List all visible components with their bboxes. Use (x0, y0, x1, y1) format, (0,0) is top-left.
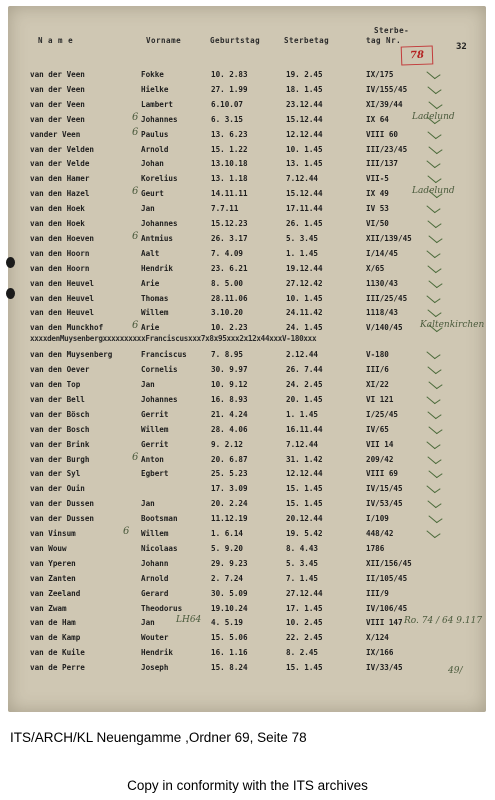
check-mark-icon (426, 527, 440, 538)
death-register-cell: IV/33/45 (366, 663, 403, 673)
death-date-cell: 8. 2.45 (286, 648, 319, 658)
surname-cell: vander Veen (30, 129, 81, 139)
death-register-cell: VII-5 (366, 174, 389, 184)
table-row (8, 292, 486, 305)
birth-date-cell: 13. 6.23 (211, 129, 248, 139)
birth-date-cell: 25. 5.23 (211, 469, 248, 479)
death-register-cell: VI/50 (366, 219, 389, 228)
surname-cell: van de Kuile (30, 648, 85, 658)
death-date-cell: 19.12.44 (286, 263, 323, 273)
page-number: 32 (456, 42, 467, 52)
red-stamp: 78 (401, 45, 434, 65)
check-mark-icon (427, 83, 441, 94)
table-row (8, 438, 486, 451)
first-name-cell: Fokke (141, 70, 164, 79)
death-date-cell: 15. 1.45 (286, 663, 323, 673)
birth-date-cell: 2. 7.24 (211, 573, 244, 583)
first-name-cell: Joseph (141, 663, 169, 673)
death-date-cell: 1. 1.45 (286, 409, 319, 419)
death-register-cell: IV/106/45 (366, 603, 408, 613)
death-date-cell: 20. 1.45 (286, 394, 323, 404)
birth-date-cell: 16. 1.16 (211, 648, 248, 658)
first-name-cell: Willem (141, 529, 169, 538)
table-row (8, 321, 486, 334)
first-name-cell: Gerrit (141, 409, 169, 419)
surname-cell: van der Dussen (30, 499, 95, 509)
birth-date-cell: 15. 1.22 (211, 144, 248, 154)
birth-date-cell: 30. 9.97 (211, 365, 248, 375)
first-name-cell: Hielke (141, 84, 169, 94)
first-name-cell: Gerard (141, 588, 169, 598)
check-mark-icon (426, 247, 440, 258)
death-register-cell: IX 49 (366, 189, 389, 199)
first-name-cell: Wouter (141, 633, 169, 643)
death-date-cell: 16.11.44 (286, 424, 323, 434)
surname-cell: van Wouw (30, 543, 67, 553)
death-register-cell: XII/156/45 (366, 558, 412, 568)
death-register-cell: III/25/45 (366, 293, 408, 303)
death-date-cell: 26. 7.44 (286, 365, 323, 375)
birth-date-cell: 15. 8.24 (211, 663, 248, 673)
check-mark-icon (426, 68, 440, 79)
check-mark-icon (426, 393, 440, 404)
table-row (8, 512, 486, 525)
punch-hole-bottom (6, 288, 15, 299)
death-register-cell: III/9 (366, 588, 389, 598)
birth-date-cell: 30. 5.09 (211, 588, 248, 598)
death-register-cell: II/105/45 (366, 573, 408, 583)
first-name-cell: Arnold (141, 144, 169, 154)
surname-cell: van den Hazel (30, 189, 90, 199)
check-mark-icon (427, 127, 441, 138)
death-date-cell: 12.12.44 (286, 129, 323, 139)
death-date-cell: 24.11.42 (286, 308, 323, 318)
death-date-cell: 15.12.44 (286, 189, 323, 199)
surname-cell: van den Hoek (30, 219, 85, 228)
birth-date-cell: 28.11.06 (211, 293, 248, 303)
pencil-annotation: LH64 (176, 615, 202, 626)
birth-date-cell: 20. 2.24 (211, 499, 248, 509)
birth-date-cell: 16. 8.93 (211, 394, 248, 404)
death-date-cell: 22. 2.45 (286, 633, 323, 643)
death-date-cell: 5. 3.45 (286, 558, 319, 568)
death-date-cell: 23.12.44 (286, 99, 323, 109)
death-register-cell: 1118/43 (366, 308, 399, 318)
table-row (8, 467, 486, 480)
death-date-cell: 10. 1.45 (286, 144, 323, 154)
death-date-cell: 13. 1.45 (286, 159, 323, 169)
surname-cell: van der Brink (30, 439, 90, 449)
header-name: N a m e (38, 36, 74, 45)
table-row (8, 602, 486, 615)
birth-date-cell: 9. 2.12 (211, 439, 244, 449)
birth-date-cell: 3.10.20 (211, 308, 244, 318)
first-name-cell: Antmius (141, 233, 174, 243)
pencil-annotation: 49/ (448, 666, 463, 677)
death-register-cell: XII/139/45 (366, 233, 412, 243)
death-date-cell: 2.12.44 (286, 350, 319, 360)
table-row (8, 98, 486, 111)
table-row (8, 363, 486, 376)
first-name-cell: Korelius (141, 174, 178, 184)
first-name-cell: Jan (141, 499, 155, 509)
first-name-cell: Aalt (141, 248, 160, 258)
check-mark-icon (428, 98, 442, 109)
pencil-mark: 6 (132, 451, 139, 463)
death-register-cell: VIII 147 (366, 618, 403, 628)
death-register-cell: I/109 (366, 514, 389, 524)
first-name-cell: Johann (141, 558, 169, 568)
death-date-cell: 19. 5.42 (286, 529, 323, 538)
surname-cell: van den Hoorn (30, 248, 90, 258)
first-name-cell: Johannes (141, 114, 178, 124)
surname-cell: van der Burgh (30, 454, 90, 464)
death-date-cell: 19. 2.45 (286, 70, 323, 79)
pencil-mark: 6 (123, 526, 130, 537)
surname-cell: van den Heuvel (30, 293, 95, 303)
check-mark-icon (427, 408, 441, 419)
first-name-cell: Egbert (141, 469, 169, 479)
death-register-cell: IX/166 (366, 648, 394, 658)
table-row (8, 232, 486, 245)
death-register-cell: VI 121 (366, 394, 394, 404)
table-row (8, 557, 486, 570)
death-date-cell: 17.11.44 (286, 204, 323, 214)
birth-date-cell: 10. 2.23 (211, 323, 248, 333)
death-register-cell: I/25/45 (366, 409, 399, 419)
surname-cell: van de Perre (30, 663, 85, 673)
surname-cell: van der Bosch (30, 424, 90, 434)
first-name-cell: Jan (141, 380, 155, 389)
death-date-cell: 10. 2.45 (286, 618, 323, 628)
table-row (8, 453, 486, 466)
table-row (8, 408, 486, 421)
surname-cell: van den Munckhof (30, 323, 104, 333)
surname-cell: van Vinsum (30, 529, 76, 538)
surname-cell: van der Veen (30, 114, 85, 124)
surname-cell: van der Veen (30, 99, 85, 109)
birth-date-cell: 23. 6.21 (211, 263, 248, 273)
check-mark-icon (428, 276, 442, 287)
check-mark-icon (426, 437, 440, 448)
death-date-cell: 7. 1.45 (286, 573, 319, 583)
birth-date-cell: 20. 6.87 (211, 454, 248, 464)
table-row (8, 631, 486, 644)
death-register-cell: IV/15/45 (366, 484, 403, 494)
surname-cell: van den Hamer (30, 174, 90, 184)
surname-cell: van der Syl (30, 469, 81, 479)
source-caption: ITS/ARCH/KL Neuengamme ,Ordner 69, Seite 78 (10, 730, 307, 745)
check-mark-icon (428, 467, 442, 478)
pencil-mark: 6 (132, 126, 139, 138)
death-date-cell: 12.12.44 (286, 469, 323, 479)
check-mark-icon (427, 217, 441, 228)
birth-date-cell: 7. 4.09 (211, 248, 244, 258)
table-row (8, 646, 486, 659)
surname-cell: van der Veen (30, 84, 85, 94)
check-mark-icon (428, 512, 442, 523)
first-name-cell: Thomas (141, 293, 169, 303)
surname-cell: van der Bell (30, 394, 85, 404)
first-name-cell: Johan (141, 159, 164, 169)
birth-date-cell: 11.12.19 (211, 514, 248, 524)
birth-date-cell: 4. 5.19 (211, 618, 244, 628)
death-date-cell: 10. 1.45 (286, 293, 323, 303)
check-mark-icon (426, 348, 440, 359)
table-row (8, 247, 486, 260)
birth-date-cell: 19.10.24 (211, 603, 248, 613)
conformity-caption: Copy in conformity with the ITS archives (127, 778, 368, 793)
check-mark-icon (427, 306, 441, 317)
death-register-cell: 1786 (366, 543, 385, 553)
header-ref-line2: tag Nr. (366, 36, 402, 45)
surname-cell: van der Velden (30, 144, 95, 154)
birth-date-cell: 6. 3.15 (211, 114, 244, 124)
check-mark-icon (428, 142, 442, 153)
birth-date-cell: 6.10.07 (211, 99, 244, 109)
table-row (8, 128, 486, 141)
death-date-cell: 26. 1.45 (286, 219, 323, 228)
table-row (8, 202, 486, 215)
first-name-cell: Paulus (141, 129, 169, 139)
death-register-cell: VIII 69 (366, 469, 399, 479)
birth-date-cell: 29. 9.23 (211, 558, 248, 568)
pencil-annotation: Ladelund (412, 186, 455, 197)
birth-date-cell: 28. 4.06 (211, 424, 248, 434)
birth-date-cell: 13. 1.18 (211, 174, 248, 184)
check-mark-icon (426, 482, 440, 493)
death-register-cell: XI/39/44 (366, 99, 403, 109)
birth-date-cell: 1. 6.14 (211, 529, 244, 538)
first-name-cell: Theodorus (141, 603, 183, 613)
birth-date-cell: 27. 1.99 (211, 84, 248, 94)
death-register-cell: IV 53 (366, 204, 389, 214)
first-name-cell: Hendrik (141, 263, 174, 273)
death-register-cell: 448/42 (366, 529, 394, 538)
table-row (8, 143, 486, 156)
first-name-cell: Nicolaas (141, 543, 178, 553)
table-row (8, 157, 486, 170)
table-row (8, 527, 486, 540)
death-register-cell: X/124 (366, 633, 389, 643)
death-register-cell: IV/65 (366, 424, 389, 434)
death-date-cell: 15.12.44 (286, 114, 323, 124)
first-name-cell: Gerrit (141, 439, 169, 449)
death-date-cell: 24. 2.45 (286, 380, 323, 389)
check-mark-icon (426, 157, 440, 168)
check-mark-icon (426, 291, 440, 302)
surname-cell: van der Dussen (30, 514, 95, 524)
first-name-cell: Jan (141, 618, 155, 628)
death-register-cell: III/23/45 (366, 144, 408, 154)
check-mark-icon (427, 363, 441, 374)
birth-date-cell: 7. 8.95 (211, 350, 244, 360)
header-ref-line1: Sterbe- (374, 26, 410, 35)
birth-date-cell: 15.12.23 (211, 219, 248, 228)
table-row (8, 497, 486, 510)
table-row (8, 217, 486, 230)
first-name-cell: Willem (141, 424, 169, 434)
surname-cell: van den Top (30, 380, 81, 389)
first-name-cell: Arnold (141, 573, 169, 583)
first-name-cell: Anton (141, 454, 164, 464)
check-mark-icon (426, 202, 440, 213)
table-row (8, 423, 486, 436)
death-register-cell: V/140/45 (366, 323, 403, 333)
first-name-cell: Johannes (141, 219, 178, 228)
birth-date-cell: 17. 3.09 (211, 484, 248, 494)
death-date-cell: 27.12.42 (286, 278, 323, 288)
first-name-cell: Arie (141, 323, 160, 333)
birth-date-cell: 8. 5.00 (211, 278, 244, 288)
death-date-cell: 18. 1.45 (286, 84, 323, 94)
surname-cell: van der Ouin (30, 484, 85, 494)
archival-document (8, 6, 486, 712)
surname-cell: van den Hoorn (30, 263, 90, 273)
death-date-cell: 1. 1.45 (286, 248, 319, 258)
birth-date-cell: 10. 9.12 (211, 380, 248, 389)
death-date-cell: 5. 3.45 (286, 233, 319, 243)
first-name-cell: Hendrik (141, 648, 174, 658)
birth-date-cell: 15. 5.06 (211, 633, 248, 643)
death-register-cell: V-180 (366, 350, 389, 360)
pencil-mark: 6 (132, 320, 139, 332)
first-name-cell: Cornelis (141, 365, 178, 375)
death-register-cell: III/6 (366, 365, 389, 375)
check-mark-icon (427, 497, 441, 508)
birth-date-cell: 5. 9.20 (211, 543, 244, 553)
surname-cell: van den Muysenberg (30, 350, 113, 360)
first-name-cell: Johannes (141, 394, 178, 404)
first-name-cell: Bootsman (141, 514, 178, 524)
check-mark-icon (428, 423, 442, 434)
struck-through-line: xxxxdenMuysenbergxxxxxxxxxxFranciscusxxx7x8x95xxx2x12x44xxxV-180xxx (30, 334, 317, 344)
table-row (8, 277, 486, 290)
table-row (8, 661, 486, 677)
check-mark-icon (427, 452, 441, 463)
death-register-cell: 1130/43 (366, 278, 399, 288)
surname-cell: van den Heuvel (30, 278, 95, 288)
check-mark-icon (428, 378, 442, 389)
table-row (8, 306, 486, 319)
check-mark-icon (427, 262, 441, 273)
death-register-cell: IX/175 (366, 70, 394, 79)
death-date-cell: 24. 1.45 (286, 323, 323, 333)
surname-cell: van den Heuvel (30, 308, 95, 318)
death-date-cell: 20.12.44 (286, 514, 323, 524)
table-row (8, 68, 486, 81)
surname-cell: van Zeeland (30, 588, 81, 598)
surname-cell: van de Kamp (30, 633, 81, 643)
birth-date-cell: 10. 2.83 (211, 70, 248, 79)
death-register-cell: III/137 (366, 159, 399, 169)
pencil-mark: 6 (132, 186, 139, 198)
table-row (8, 542, 486, 555)
birth-date-cell: 13.10.18 (211, 159, 248, 169)
surname-cell: van Yperen (30, 558, 76, 568)
pencil-mark: 6 (132, 230, 139, 242)
death-date-cell: 7.12.44 (286, 439, 319, 449)
surname-cell: van den Hoek (30, 204, 85, 214)
check-mark-icon (428, 232, 442, 243)
table-row (8, 348, 486, 361)
table-row (8, 378, 486, 391)
surname-cell: van den Hoeven (30, 233, 95, 243)
death-register-cell: IV/155/45 (366, 84, 408, 94)
death-register-cell: IV/53/45 (366, 499, 403, 509)
punch-hole-top (6, 257, 15, 268)
death-register-cell: I/14/45 (366, 248, 399, 258)
table-row (8, 83, 486, 96)
table-row (8, 172, 486, 185)
pencil-annotation: Ladelund (412, 111, 455, 122)
table-row (8, 587, 486, 600)
table-row (8, 572, 486, 585)
death-date-cell: 15. 1.45 (286, 484, 323, 494)
death-date-cell: 31. 1.42 (286, 454, 323, 464)
header-birth-date: Geburtstag (210, 36, 261, 45)
first-name-cell: Lambert (141, 99, 174, 109)
first-name-cell: Jan (141, 204, 155, 214)
death-register-cell: VII 14 (366, 439, 394, 449)
table-row (8, 482, 486, 495)
surname-cell: van den Oever (30, 365, 90, 375)
surname-cell: van der Velde (30, 159, 90, 169)
surname-cell: van Zwam (30, 603, 67, 613)
death-date-cell: 15. 1.45 (286, 499, 323, 509)
death-register-cell: XI/22 (366, 380, 389, 389)
first-name-cell: Franciscus (141, 350, 187, 360)
death-date-cell: 17. 1.45 (286, 603, 323, 613)
pencil-annotation: Ro. 74 / 64 9.117 (404, 616, 483, 627)
first-name-cell: Geurt (141, 189, 164, 199)
death-date-cell: 27.12.44 (286, 588, 323, 598)
table-row (8, 393, 486, 406)
death-date-cell: 8. 4.43 (286, 543, 319, 553)
birth-date-cell: 14.11.11 (211, 189, 248, 199)
surname-cell: van der Bösch (30, 409, 90, 419)
death-register-cell: IX 64 (366, 114, 389, 124)
death-register-cell: X/65 (366, 263, 385, 273)
header-death-date: Sterbetag (284, 36, 330, 45)
surname-cell: van der Veen (30, 70, 85, 79)
header-first-name: Vorname (146, 36, 182, 45)
check-mark-icon (427, 172, 441, 183)
birth-date-cell: 21. 4.24 (211, 409, 248, 419)
first-name-cell: Willem (141, 308, 169, 318)
pencil-annotation: Kaltenkirchen (420, 320, 485, 331)
birth-date-cell: 7.7.11 (211, 204, 239, 214)
table-row (8, 262, 486, 275)
surname-cell: van Zanten (30, 573, 76, 583)
surname-cell: van de Ham (30, 618, 76, 628)
pencil-mark: 6 (132, 111, 139, 123)
birth-date-cell: 26. 3.17 (211, 233, 248, 243)
first-name-cell: Arie (141, 278, 160, 288)
death-register-cell: 209/42 (366, 454, 394, 464)
death-date-cell: 7.12.44 (286, 174, 319, 184)
death-register-cell: VIII 60 (366, 129, 399, 139)
